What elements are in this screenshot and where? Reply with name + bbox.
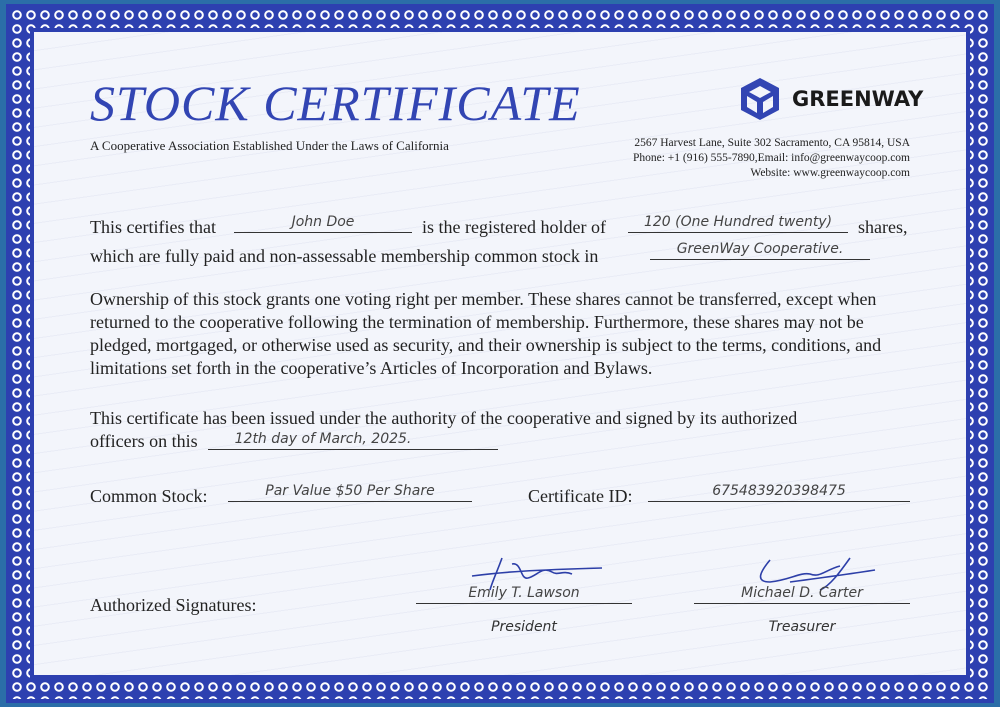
text-officers: officers on this bbox=[90, 431, 198, 451]
common-stock-field[interactable]: Par Value $50 Per Share bbox=[228, 483, 472, 502]
common-stock-label: Common Stock: bbox=[90, 486, 208, 506]
company-name: GREENWAY bbox=[792, 87, 924, 111]
text-certifies: This certifies that bbox=[90, 217, 216, 237]
certificate-title: STOCK CERTIFICATE bbox=[90, 75, 581, 131]
shares-field[interactable]: 120 (One Hundred twenty) bbox=[628, 214, 848, 233]
company-website: Website: www.greenwaycoop.com bbox=[750, 167, 910, 179]
certificate-subtitle: A Cooperative Association Established Under the Laws of California bbox=[90, 138, 449, 153]
company-address: 2567 Harvest Lane, Suite 302 Sacramento, CA 95814, USA bbox=[634, 137, 910, 149]
treasurer-role: Treasurer bbox=[768, 619, 836, 635]
company-logo bbox=[738, 76, 923, 122]
cooperative-field[interactable]: GreenWay Cooperative. bbox=[650, 241, 870, 260]
company-address-block bbox=[633, 136, 910, 181]
certificate-id-field[interactable]: 675483920398475 bbox=[648, 483, 910, 502]
text-registered-holder: is the registered holder of bbox=[422, 217, 606, 237]
president-signature-line[interactable]: Emily T. Lawson bbox=[416, 585, 632, 604]
company-contact: Phone: +1 (916) 555-7890,Email: info@greenwaycoop.com bbox=[632, 152, 910, 164]
text-shares: shares, bbox=[858, 217, 908, 237]
president-role: President bbox=[491, 619, 557, 635]
holder-name-field[interactable]: John Doe bbox=[234, 214, 412, 233]
text-membership: which are fully paid and non-assessable membership common stock in bbox=[90, 246, 599, 266]
treasurer-signature-line[interactable]: Michael D. Carter bbox=[694, 585, 910, 604]
cube-logo-icon bbox=[738, 76, 782, 122]
text-issued: This certificate has been issued under the authority of the cooperative and signed by its authorized bbox=[90, 408, 798, 428]
issue-date-field[interactable]: 12th day of March, 2025. bbox=[208, 431, 498, 450]
certificate-id-label: Certificate ID: bbox=[528, 486, 633, 506]
ownership-paragraph: Ownership of this stock grants one voting right per member. These shares cannot be transferred, except when returned to the cooperative following the termination of membership. Furthermore, these shares may not be pledged, mortgaged, or otherwise used as security, and their ownership is subject to the terms, conditions, and limitations set forth in the cooperative’s Articles of Incorporation and Bylaws. bbox=[90, 289, 882, 378]
signatures-label: Authorized Signatures: bbox=[90, 595, 257, 615]
